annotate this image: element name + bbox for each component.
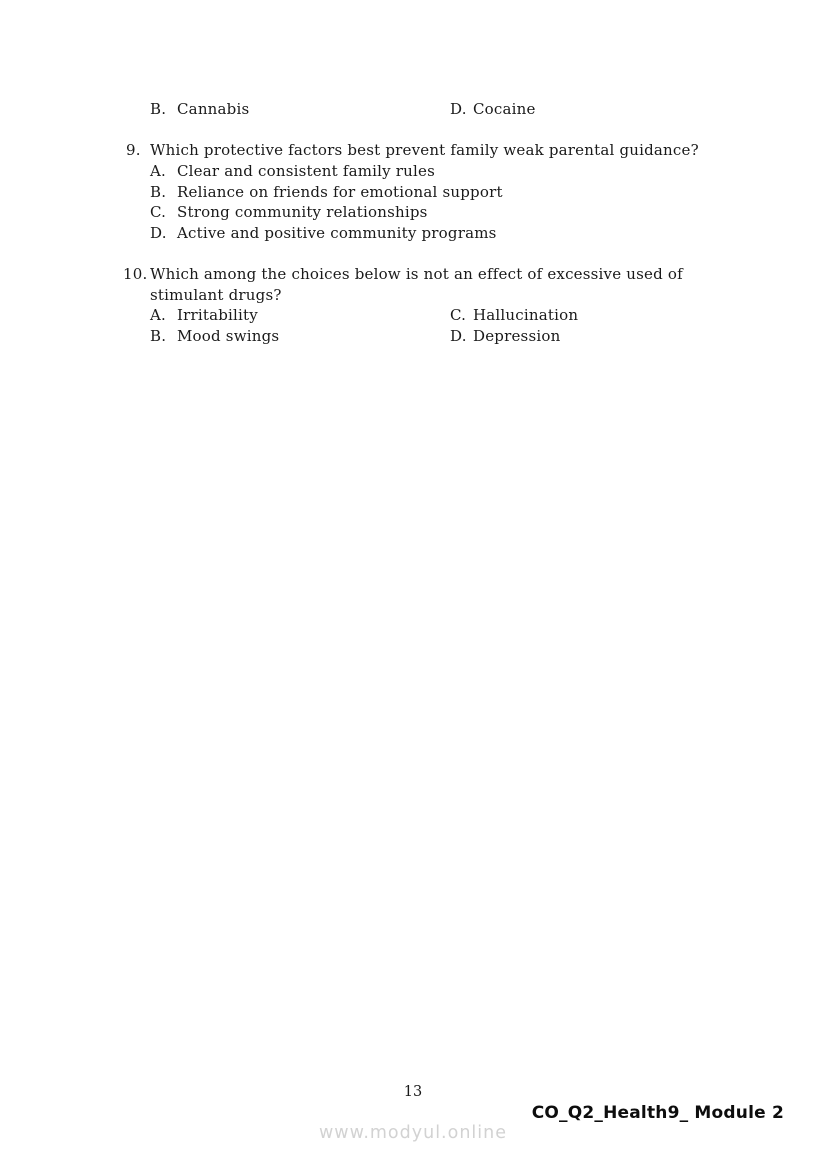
option-letter: A.: [150, 306, 167, 324]
option-text: Cannabis: [177, 100, 250, 118]
question-9-stem: [126, 140, 699, 160]
question-10-option-d: [450, 326, 560, 346]
question-10-stem-line-1: [123, 264, 683, 284]
question-10-option-b: [150, 326, 279, 346]
option-text: Irritability: [177, 306, 258, 324]
option-text: Mood swings: [177, 327, 280, 345]
question-8-option-d: [450, 99, 536, 119]
option-text: Active and positive community programs: [177, 224, 497, 242]
question-9-option-c: [150, 202, 428, 222]
option-letter: D.: [150, 224, 167, 242]
option-text: Strong community relationships: [177, 203, 428, 221]
option-letter: C.: [450, 306, 467, 324]
question-9-text: Which protective factors best prevent family weak parental guidance?: [150, 141, 699, 159]
option-letter: B.: [150, 100, 167, 118]
option-text: Hallucination: [473, 306, 579, 324]
question-10-stem-line-2: [150, 285, 282, 305]
question-9-option-a: [150, 161, 435, 181]
question-10-option-c: [450, 305, 578, 325]
question-9-option-d: [150, 223, 497, 243]
option-letter: B.: [150, 327, 167, 345]
option-letter: B.: [150, 183, 167, 201]
question-9-number: 9.: [126, 141, 141, 159]
question-10-option-a: [150, 305, 258, 325]
question-10-text-line-2: stimulant drugs?: [150, 286, 282, 304]
option-letter: C.: [150, 203, 167, 221]
question-9-option-b: [150, 182, 503, 202]
question-10-number: 10.: [123, 265, 148, 283]
page-number: 13: [403, 1084, 423, 1100]
option-text: Clear and consistent family rules: [177, 162, 436, 180]
question-8-option-b: [150, 99, 249, 119]
question-10-text-line-1: Which among the choices below is not an effect of excessive used of: [150, 265, 683, 283]
option-text: Depression: [473, 327, 561, 345]
option-letter: D.: [450, 100, 467, 118]
option-text: Reliance on friends for emotional support: [177, 183, 503, 201]
option-letter: A.: [150, 162, 167, 180]
option-text: Cocaine: [473, 100, 536, 118]
watermark-text: www.modyul.online: [318, 1123, 507, 1143]
option-letter: D.: [450, 327, 467, 345]
footer-module-code: CO_Q2_Health9_ Module 2: [531, 1103, 784, 1123]
